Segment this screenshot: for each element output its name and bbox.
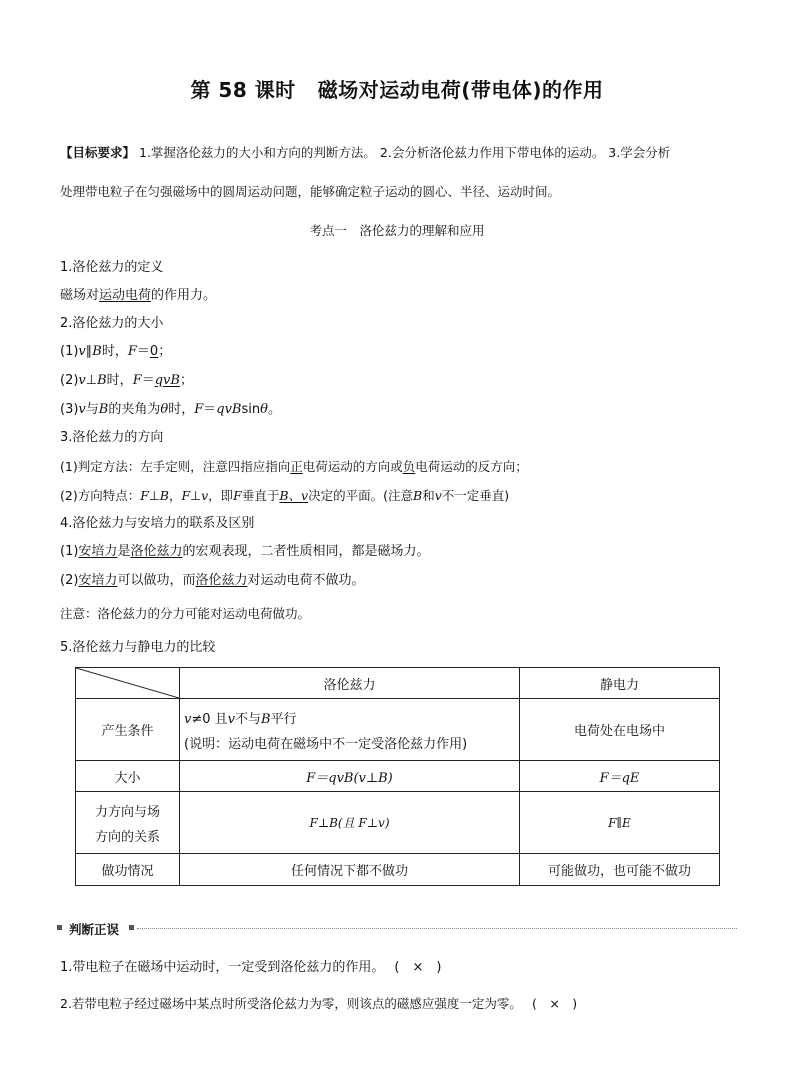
equals-sign: ＝ [141,373,155,388]
text: (1) [60,344,79,359]
symbol-v: v [201,488,209,503]
symbol-b: B [92,344,102,359]
parallel-symbol: ∥ [85,344,93,359]
underlined-term: 负 [402,459,416,474]
text: 。 [267,402,281,417]
cell-direction-lorentz: F⊥B(且 F⊥v) [180,792,520,854]
heading-direction: 3.洛伦兹力的方向 [60,430,164,445]
text: 的夹角为 [108,402,161,417]
magnitude-case-2 [60,371,193,391]
cell-work-lorentz: 任何情况下都不做功 [180,854,520,886]
magnitude-case-3 [60,400,281,420]
underlined-term: 正 [290,459,303,474]
judge-section-header [57,920,737,936]
text: 时， [106,373,133,388]
relation-1 [60,542,429,562]
diagonal-corner-cell [76,668,180,699]
text: 不一定垂直) [441,488,510,503]
symbol-b: B [413,488,423,503]
symbol-theta: θ [260,402,268,417]
perpendicular-symbol: ⊥ [85,373,98,388]
question-text: 1.带电粒子在磁场中运动时，一定受到洛伦兹力的作用。 [60,960,385,975]
heading-comparison: 5.洛伦兹力与静电力的比较 [60,640,216,655]
text: ， [168,488,182,503]
requirements-text-1: 1.掌握洛伦兹力的大小和方向的判断方法。 2.会分析洛伦兹力作用下带电体的运动。 3.学会分析 [135,145,671,160]
row-label-size: 大小 [76,761,180,792]
text: (1)判定方法：左手定则，注意四指应指向 [60,459,291,474]
table-row [76,854,720,886]
judge-label: 判断正误 [69,922,120,937]
text: 电荷运动的反方向； [415,459,528,474]
cell-size-lorentz: F＝qvB(v⊥B) [180,761,520,792]
symbol-f: F [194,402,204,417]
symbol-v: v [78,373,86,388]
symbol-v: v [184,711,192,727]
formula: qvB [216,402,242,417]
text: 垂直于 [241,488,280,503]
text: 决定的平面。(注意 [308,488,413,503]
text: ； [158,344,172,359]
perpendicular-symbol: ⊥ [148,488,160,503]
text: 磁场对 [60,288,100,303]
dotted-divider [137,928,737,929]
text: 的作用力。 [151,288,217,303]
table-row [76,699,720,761]
text: 不与 [235,711,262,727]
symbol-b: B [159,488,169,503]
row-label-work: 做功情况 [76,854,180,886]
answer-value: 0 [149,344,159,359]
equals-sign: ＝ [203,402,217,417]
cell-condition-electrostatic: 电荷处在电场中 [520,699,720,761]
condition-line-2: (说明：运动电荷在磁场中不一定受洛伦兹力作用) [184,736,468,752]
question-text: 2.若带电粒子经过磁场中某点时所受洛伦兹力为零，则该点的磁感应强度一定为零。 [60,996,522,1011]
magnitude-case-1 [60,342,171,362]
text: (2)方向特点： [60,488,141,503]
header-electrostatic: 静电力 [520,668,720,699]
symbol-f: F [140,488,149,503]
requirements-line-1 [60,143,670,163]
note: 注意：洛伦兹力的分力可能对运动电荷做功。 [60,606,311,621]
symbol-b: B [261,711,271,727]
text: (1) [60,544,79,559]
text: 平行 [270,711,297,727]
relation-2 [60,571,364,591]
lesson-topic: 磁场对运动电荷(带电体)的作用 [317,78,604,102]
requirements-line-2: 处理带电粒子在匀强磁场中的圆周运动问题，能够确定粒子运动的圆心、半径、运动时间。 [60,184,561,199]
table-header-row [76,668,720,699]
underlined-term: 安培力 [78,544,118,559]
comparison-table [75,667,720,886]
header-lorentz: 洛伦兹力 [180,668,520,699]
underlined-term: 洛伦兹力 [195,573,248,588]
section-heading: 考点一 洛伦兹力的理解和应用 [309,223,485,238]
condition-line-1 [184,708,515,727]
underlined-term: 运动电荷 [99,288,152,303]
row-label-condition: 产生条件 [76,699,180,761]
symbol-v: v [78,344,86,359]
heading-magnitude: 2.洛伦兹力的大小 [60,316,164,331]
row-label-direction [76,792,180,854]
definition-text [60,286,216,306]
symbol-b: B [98,402,109,417]
text: 电荷运动的方向或 [302,459,403,474]
cell-direction-electrostatic: F∥E [520,792,720,854]
equals-sign: ＝ [136,344,150,359]
text: ，即 [208,488,234,503]
text: 的宏观表现，二者性质相同，都是磁场力。 [182,544,430,559]
text: (3) [60,402,79,417]
text: 时， [168,402,195,417]
diagonal-line [76,668,179,698]
text: 时， [101,344,128,359]
symbol-v: v [434,488,442,503]
cell-condition-lorentz [180,699,520,761]
symbol-f: F [181,488,191,503]
text: 和 [422,488,435,503]
judge-question-2 [60,994,577,1012]
underlined-term: 安培力 [78,573,118,588]
label-line: 力方向与场 [94,804,160,820]
label-line: 方向的关系 [94,829,160,845]
square-bullet-icon [57,925,62,930]
sin-function: sin [241,402,261,417]
symbol-f: F [127,344,137,359]
direction-features [60,486,509,506]
answer-mark: ( × ) [394,960,442,975]
table-row [76,761,720,792]
heading-relation: 4.洛伦兹力与安培力的联系及区别 [60,516,255,531]
text: 与 [85,402,99,417]
table-row [76,792,720,854]
cell-work-electrostatic: 可能做功，也可能不做功 [520,854,720,886]
symbol-theta: θ [160,402,169,417]
underlined-term: 洛伦兹力 [130,544,183,559]
lesson-number: 第 58 课时 [190,78,296,102]
page-title [0,74,794,103]
heading-definition: 1.洛伦兹力的定义 [60,260,164,275]
cell-size-electrostatic: F＝qE [520,761,720,792]
text: ≠0 且 [191,711,228,727]
underlined-term: B、v [279,488,309,503]
requirements-tag: 【目标要求】 [60,145,136,160]
text: 对运动电荷不做功。 [247,573,365,588]
text: ； [179,373,193,388]
text: 可以做功，而 [117,573,196,588]
judge-question-1 [60,956,441,975]
perpendicular-symbol: ⊥ [190,488,202,503]
symbol-v: v [227,711,236,727]
direction-method [60,457,528,477]
text: 是 [117,544,131,559]
answer-mark: ( × ) [531,996,578,1011]
text: (2) [60,573,79,588]
answer-value: qvB [154,373,180,388]
symbol-v: v [78,402,86,417]
text: (2) [60,373,79,388]
symbol-f: F [132,373,142,388]
symbol-b: B [97,373,107,388]
symbol-f: F [233,488,242,503]
square-bullet-icon [129,925,134,930]
